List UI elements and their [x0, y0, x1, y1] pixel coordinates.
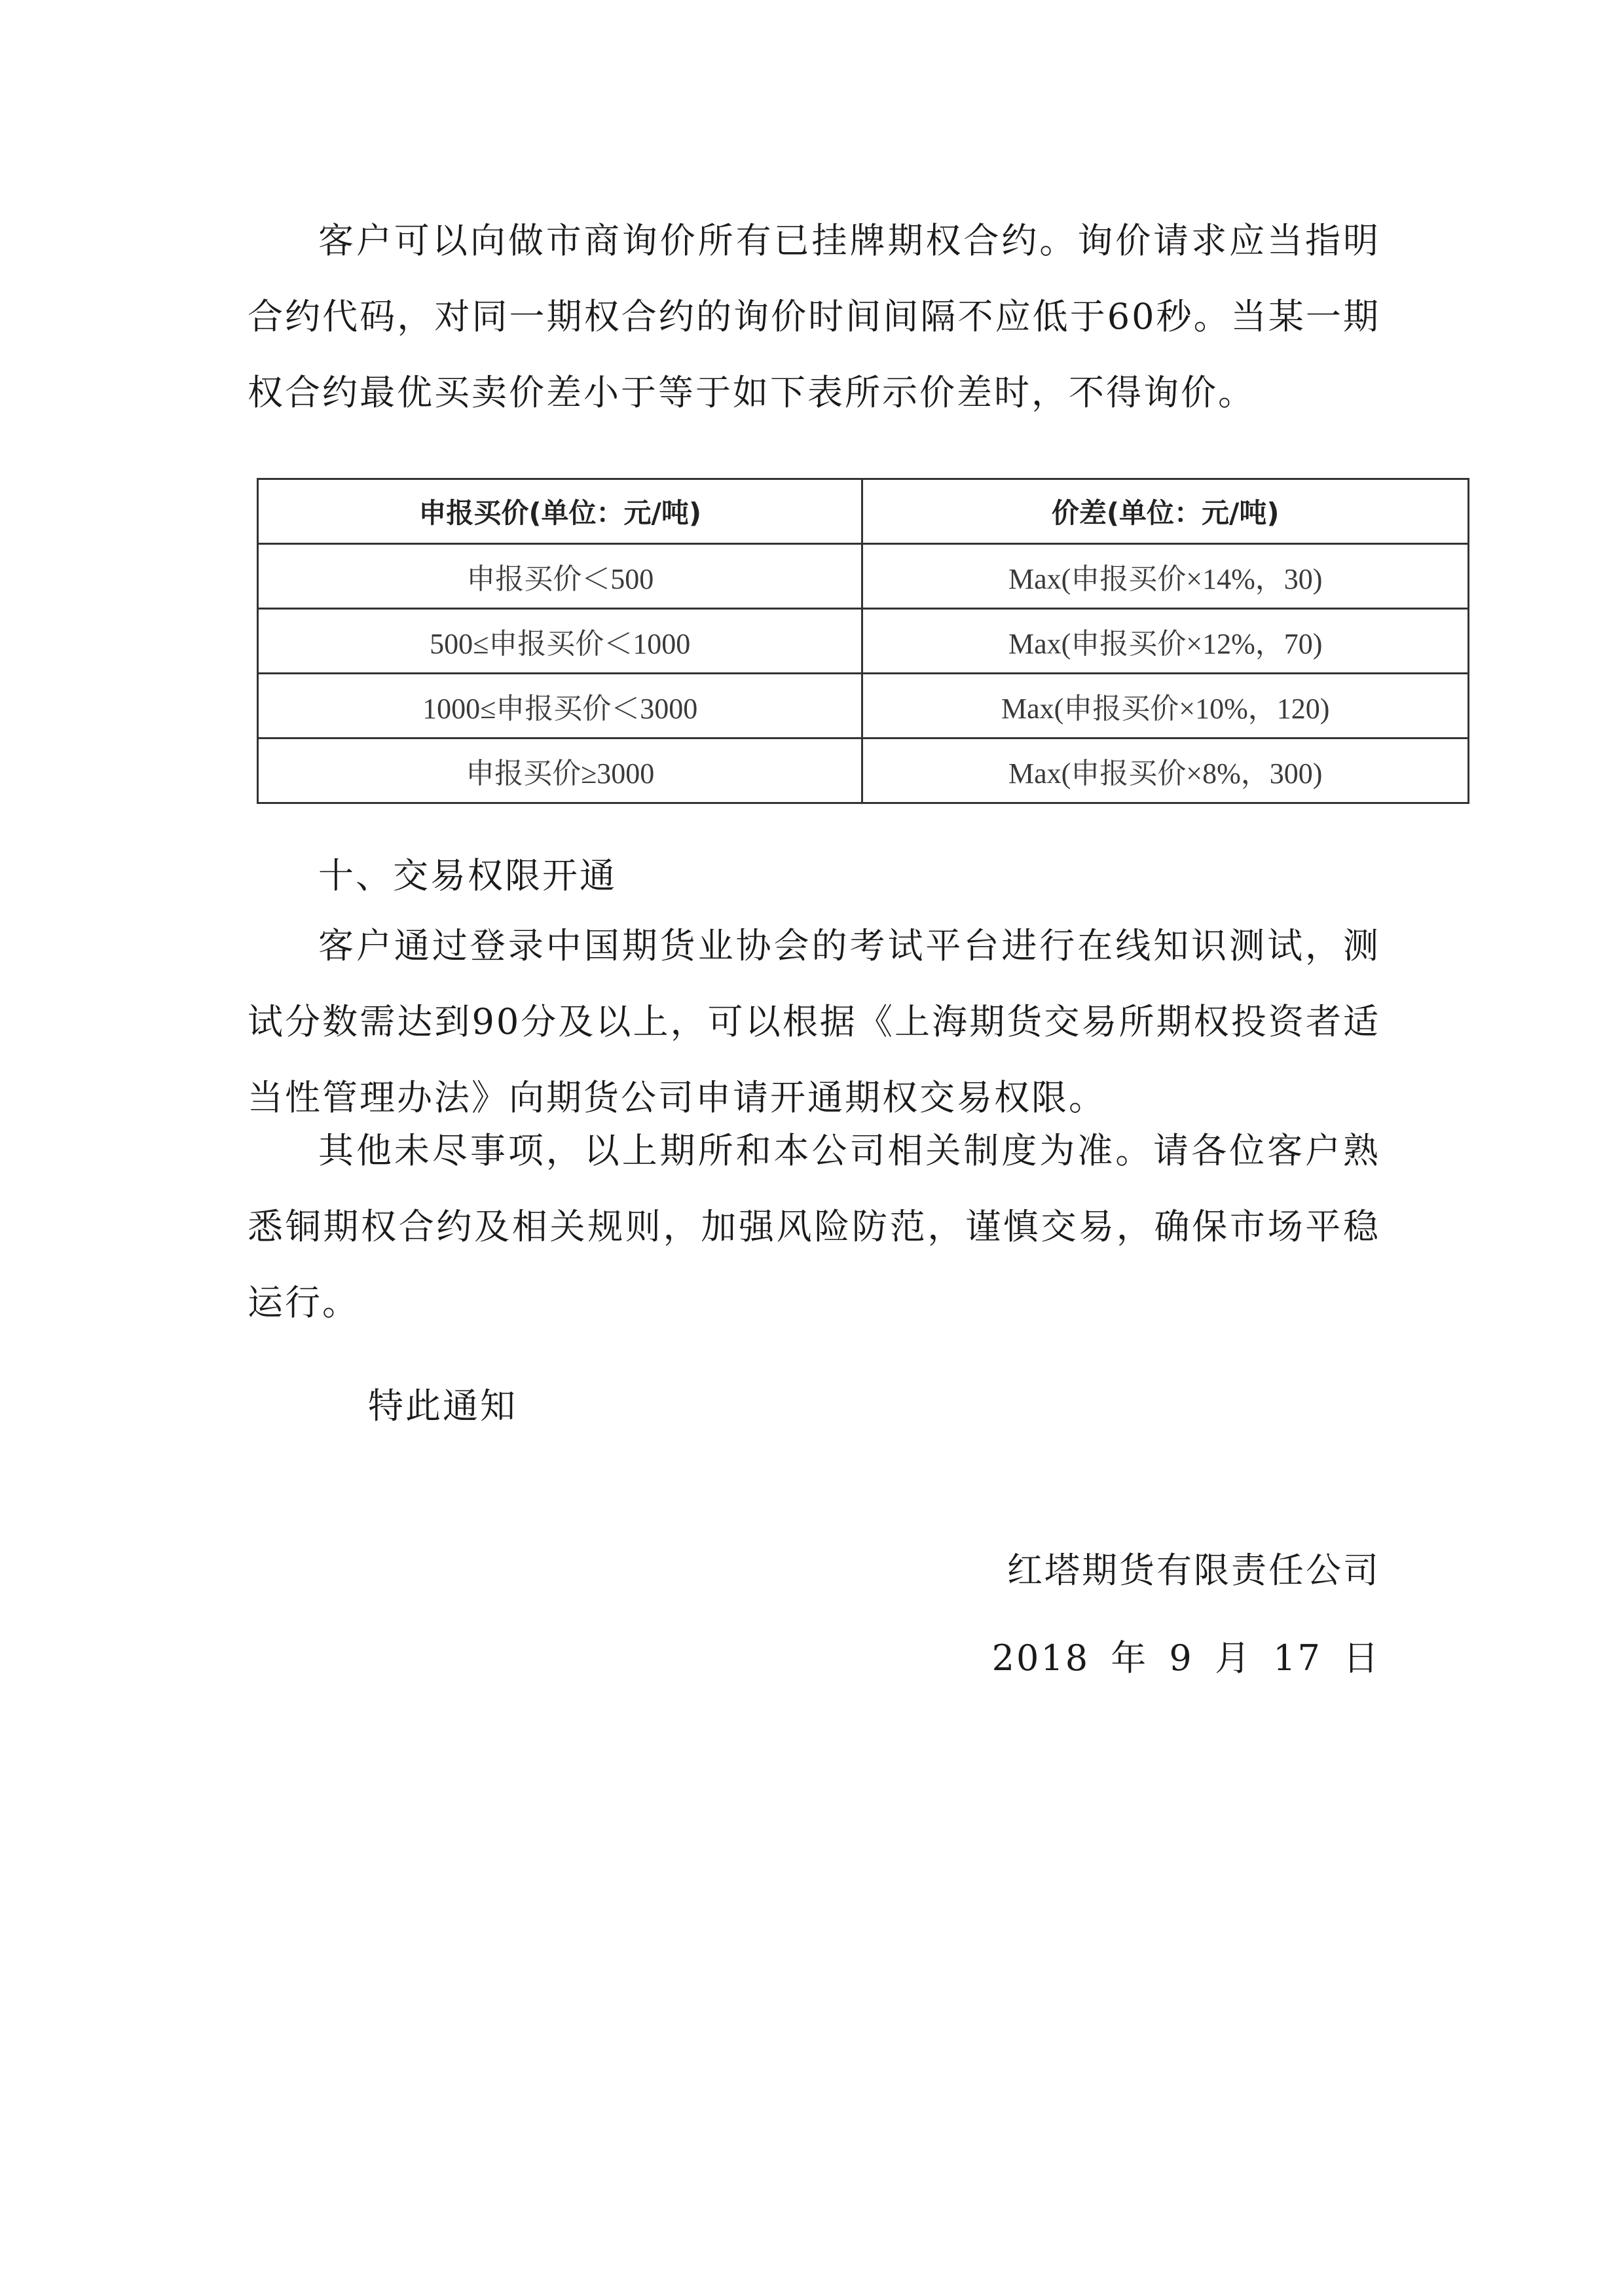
table-header-row — [258, 479, 1469, 544]
section-heading-trading-access: 十、交易权限开通 — [318, 855, 617, 896]
table-row — [258, 544, 1469, 609]
table-header-spread: 价差(单位：元/吨) — [862, 479, 1469, 544]
table-row — [258, 738, 1469, 803]
table-cell-bid-range: 申报买价＜500 — [258, 544, 862, 609]
closing-notice: 特此通知 — [368, 1385, 517, 1427]
other-matters-paragraph: 其他未尽事项，以上期所和本公司相关制度为准。请各位客户熟悉铜期权合约及相关规则，加强风险防范，谨慎交易，确保市场平稳运行。 — [248, 1130, 1380, 1323]
table-cell-bid-range: 申报买价≥3000 — [258, 738, 862, 803]
table-cell-spread-formula: Max(申报买价×8%，300) — [862, 738, 1469, 803]
table-cell-spread-formula: Max(申报买价×12%，70) — [862, 609, 1469, 674]
signature-company: 红塔期货有限责任公司 — [1007, 1550, 1380, 1591]
table-cell-spread-formula: Max(申报买价×14%，30) — [862, 544, 1469, 609]
inquiry-paragraph: 客户可以向做市商询价所有已挂牌期权合约。询价请求应当指明合约代码，对同一期权合约的询价时间间隔不应低于60秒。当某一期权合约最优买卖价差小于等于如下表所示价差时，不得询价。 — [248, 220, 1380, 413]
table-header-bid-price: 申报买价(单位：元/吨) — [258, 479, 862, 544]
price-spread-table — [257, 478, 1469, 804]
table-cell-bid-range: 1000≤申报买价＜3000 — [258, 674, 862, 738]
table-cell-bid-range: 500≤申报买价＜1000 — [258, 609, 862, 674]
signature-date: 2018 年 9 月 17 日 — [991, 1637, 1380, 1679]
table-row — [258, 674, 1469, 738]
table-row — [258, 609, 1469, 674]
trading-access-paragraph: 客户通过登录中国期货业协会的考试平台进行在线知识测试，测试分数需达到90分及以上，可以根据《上海期货交易所期权投资者适当性管理办法》向期货公司申请开通期权交易权限。 — [248, 925, 1380, 1118]
table-cell-spread-formula: Max(申报买价×10%，120) — [862, 674, 1469, 738]
